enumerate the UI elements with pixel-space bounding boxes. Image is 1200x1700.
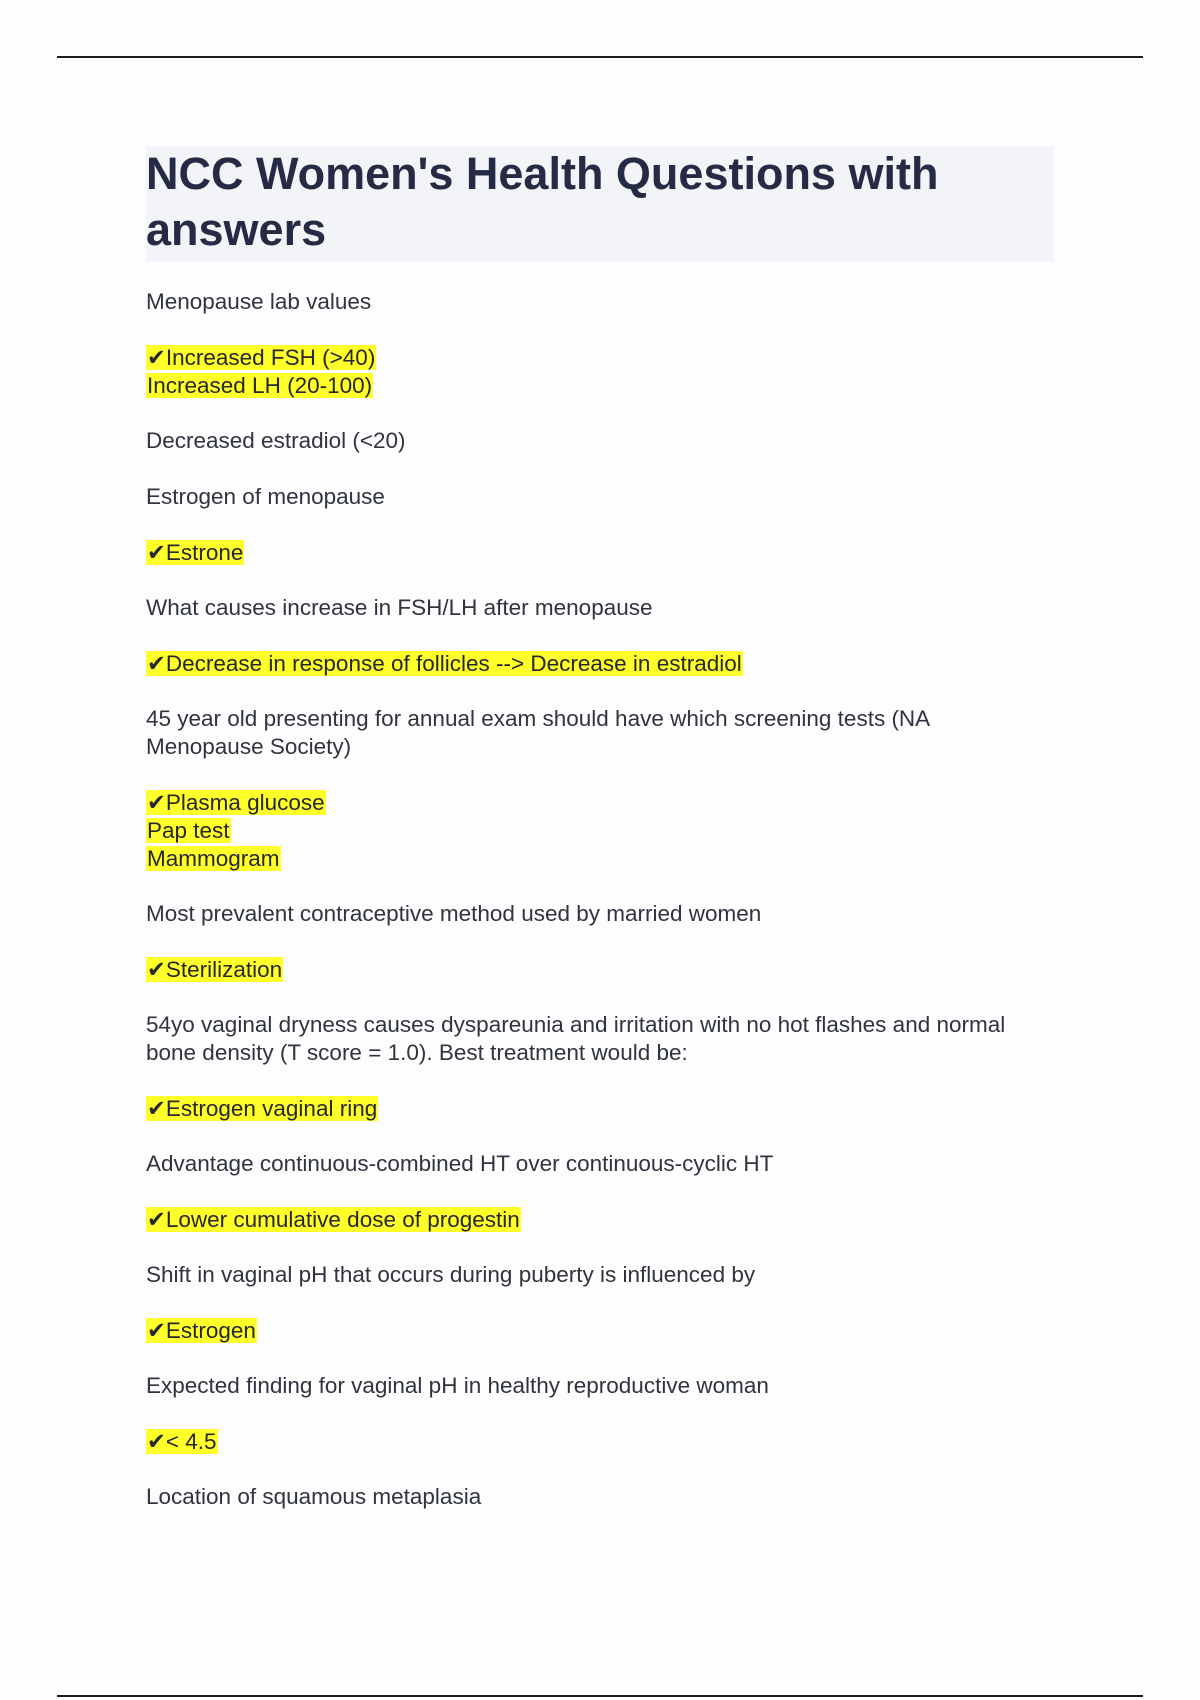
question-text: What causes increase in FSH/LH after menopause: [146, 595, 653, 620]
answer-block: [146, 1206, 1054, 1234]
highlighted-answer-line: ✔Sterilization: [147, 957, 283, 982]
answer-block: [146, 539, 1054, 567]
highlighted-answer-line: ✔< 4.5: [147, 1429, 217, 1454]
question-text: Location of squamous metaplasia: [146, 1484, 482, 1509]
question-text: Expected finding for vaginal pH in healthy reproductive woman: [146, 1373, 769, 1398]
answer-block: [146, 789, 1054, 873]
question-text: Most prevalent contraceptive method used by married women: [146, 901, 762, 926]
question-text: Menopause lab values: [146, 289, 372, 314]
question-text: Advantage continuous-combined HT over continuous-cyclic HT: [146, 1151, 774, 1176]
question-text: Shift in vaginal pH that occurs during puberty is influenced by: [146, 1262, 756, 1287]
highlighted-answer-line: ✔Estrone: [147, 540, 244, 565]
question-text: Estrogen of menopause: [146, 484, 385, 509]
answer-block: [146, 1095, 1054, 1123]
answer-block: [146, 956, 1054, 984]
question-text: 54yo vaginal dryness causes dyspareunia and irritation with no hot flashes and normal bone density (T score = 1.0). Best treatment would be:: [146, 1012, 1006, 1065]
answer-block: [146, 1317, 1054, 1345]
document-body: [146, 146, 1054, 1539]
answer-block: [146, 650, 1054, 678]
highlighted-answer-line: ✔Increased FSH (>40): [147, 345, 376, 370]
title-block: [146, 146, 1054, 262]
document-title: NCC Women's Health Questions with answers: [146, 148, 939, 255]
highlighted-answer-line: ✔Plasma glucose: [147, 790, 325, 815]
top-rule: [57, 56, 1143, 58]
highlighted-answer-line: Increased LH (20-100): [147, 373, 373, 398]
highlighted-answer-line: ✔Estrogen vaginal ring: [147, 1096, 378, 1121]
highlighted-answer-line: ✔Estrogen: [147, 1318, 256, 1343]
question-text: Decreased estradiol (<20): [146, 428, 406, 453]
qa-list: [146, 288, 1054, 1511]
highlighted-answer-line: ✔Lower cumulative dose of progestin: [147, 1207, 520, 1232]
highlighted-answer-line: Pap test: [147, 818, 230, 843]
highlighted-answer-line: Mammogram: [147, 846, 280, 871]
answer-block: [146, 344, 1054, 400]
answer-block: [146, 1428, 1054, 1456]
bottom-rule: [57, 1695, 1143, 1697]
highlighted-answer-line: ✔Decrease in response of follicles --> Decrease in estradiol: [147, 651, 742, 676]
question-text: 45 year old presenting for annual exam should have which screening tests (NA Menopause Society): [146, 706, 929, 759]
